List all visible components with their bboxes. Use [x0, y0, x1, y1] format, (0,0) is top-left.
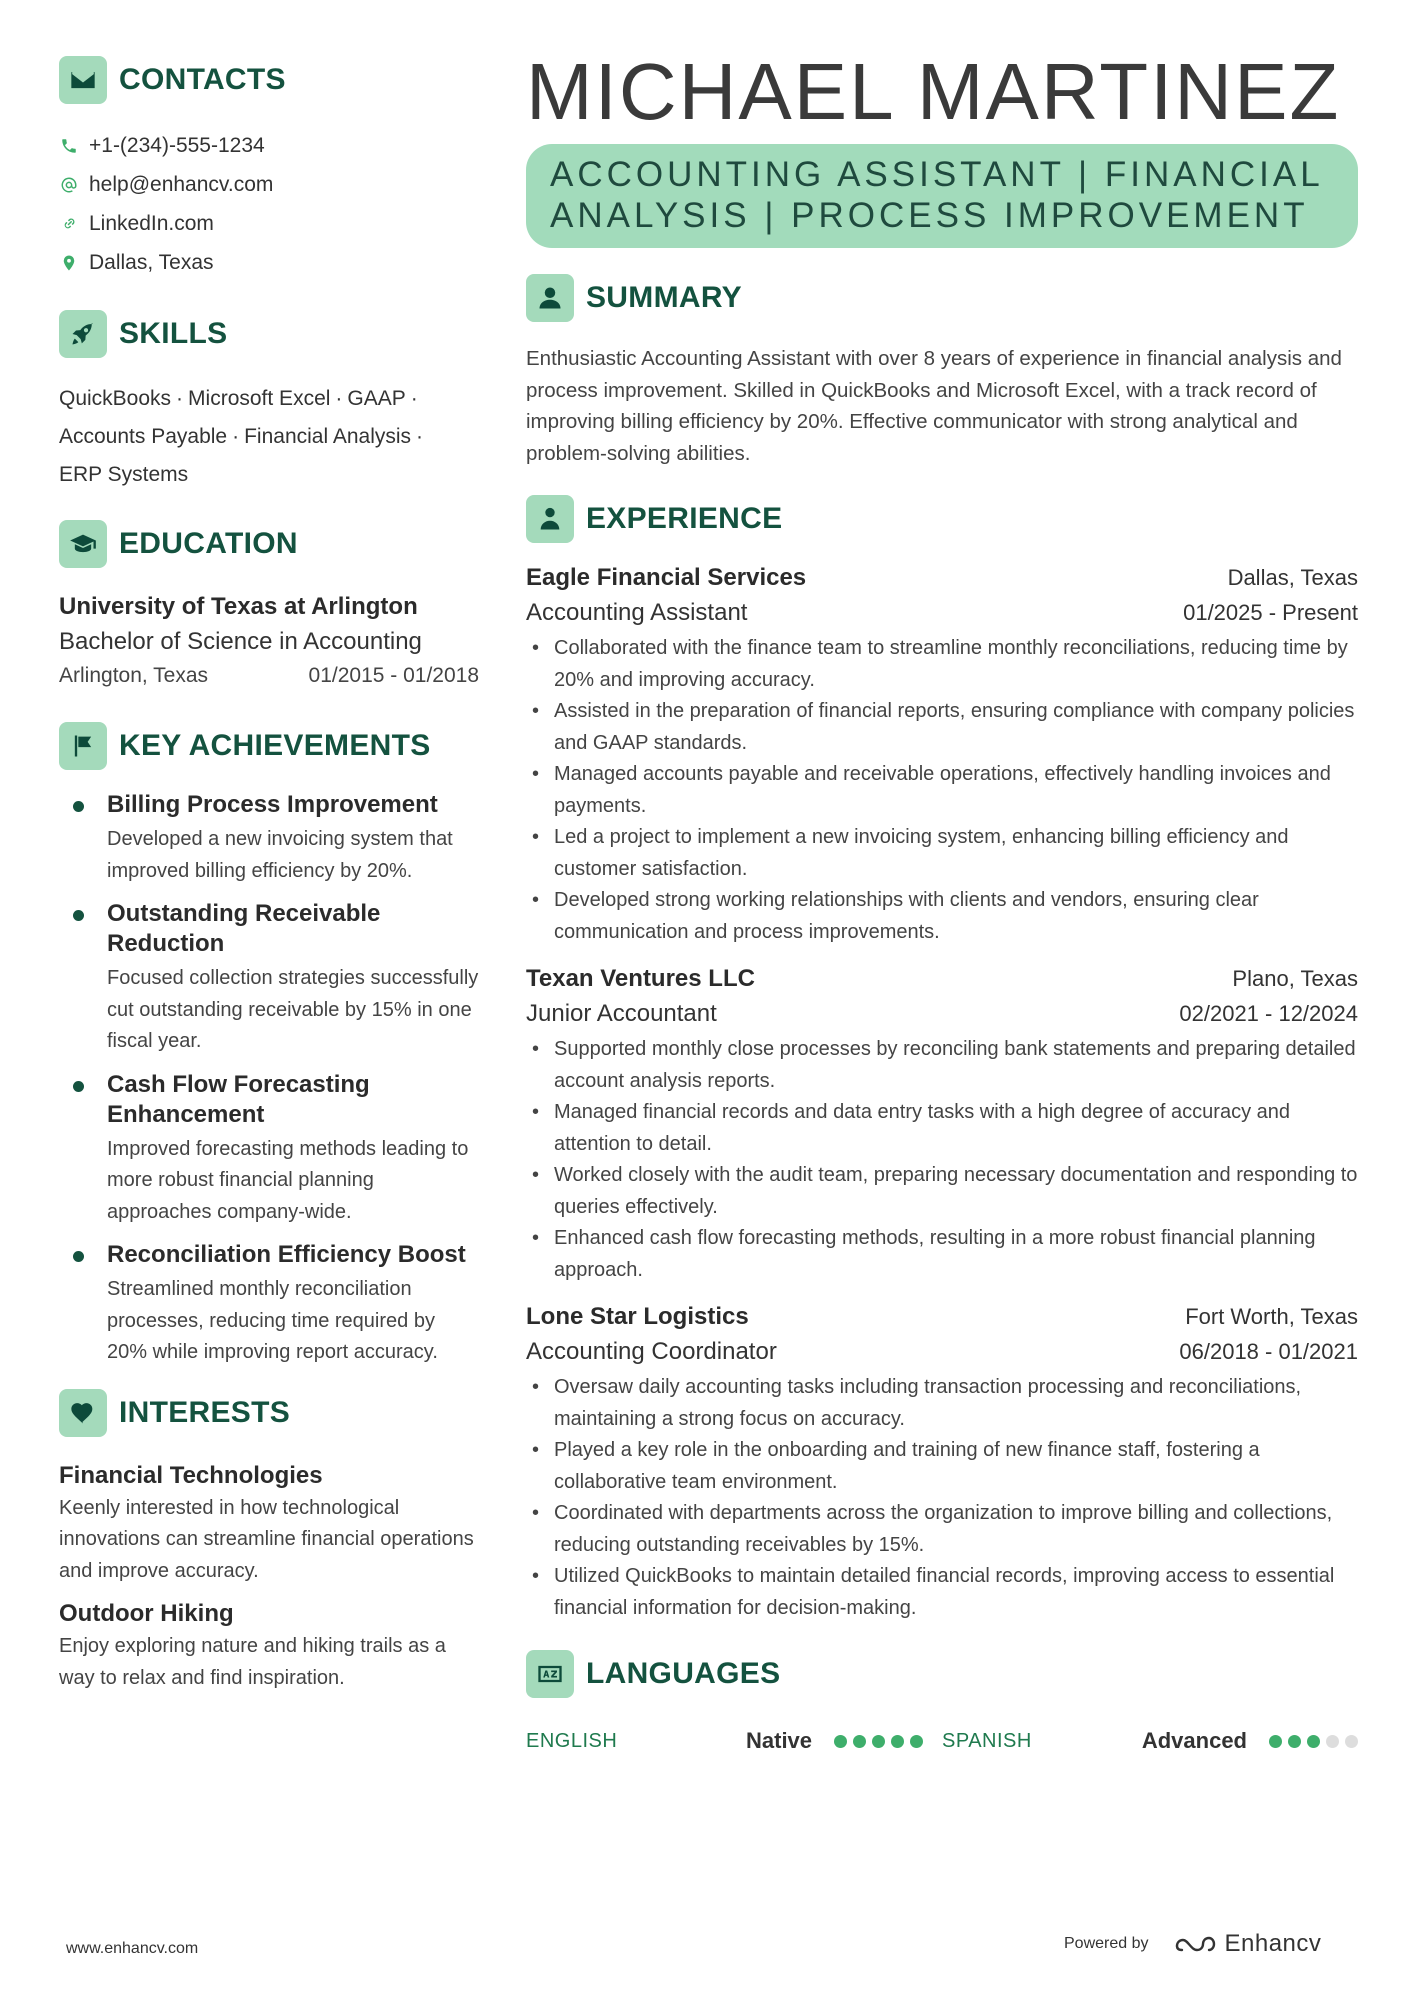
experience-header — [526, 495, 1358, 543]
job-location: Fort Worth, Texas — [1185, 1304, 1358, 1329]
rating-dot-empty — [1326, 1735, 1339, 1748]
achievement-desc: Focused collection strategies successfully cut outstanding receivable by 15% in one fiscal year. — [107, 967, 479, 1052]
headline-line-1: ACCOUNTING ASSISTANT | FINANCIAL — [550, 155, 1324, 194]
skill-item: Microsoft Excel — [188, 387, 331, 410]
language-item — [526, 1728, 942, 1754]
rating-dot-filled — [891, 1735, 904, 1748]
location-icon — [59, 253, 79, 273]
rating-dot-filled — [1269, 1735, 1282, 1748]
job-role: Accounting Assistant — [526, 599, 748, 626]
achievement-title: Reconciliation Efficiency Boost — [107, 1241, 466, 1268]
at-icon — [59, 175, 79, 195]
enhancv-logo-icon — [1173, 1932, 1219, 1956]
education-location: Arlington, Texas — [59, 664, 209, 687]
interest-desc: Keenly interested in how technological innovations can streamline financial operations and improve accuracy. — [59, 1496, 474, 1582]
job-bullet: • Assisted in the preparation of financial reports, ensuring compliance with company policies and GAAP standards. — [526, 696, 1358, 759]
job-bullets — [526, 1372, 1358, 1624]
contact-linkedin-text: LinkedIn.com — [89, 211, 214, 235]
contact-location — [59, 243, 479, 282]
summary-header — [526, 274, 1358, 322]
footer-branding — [1064, 1930, 1321, 1958]
education-meta — [59, 660, 479, 692]
job-role: Junior Accountant — [526, 1000, 717, 1027]
rating-dot-empty — [1345, 1735, 1358, 1748]
job-location: Dallas, Texas — [1227, 565, 1358, 590]
languages-list — [526, 1726, 1358, 1756]
phone-icon — [59, 136, 79, 156]
job-dates: 06/2018 - 01/2021 — [1179, 1339, 1358, 1364]
job-bullets — [526, 1034, 1358, 1286]
contacts-title: CONTACTS — [119, 63, 286, 96]
education-dates: 01/2015 - 01/2018 — [308, 664, 479, 687]
right-column — [526, 47, 1358, 1756]
graduation-cap-icon — [59, 520, 107, 568]
job-role: Accounting Coordinator — [526, 1338, 777, 1365]
job-company: Lone Star Logistics — [526, 1303, 749, 1330]
interest-desc: Enjoy exploring nature and hiking trails as a way to relax and find inspiration. — [59, 1635, 446, 1689]
footer-url[interactable]: www.enhancv.com — [66, 1940, 199, 1957]
job-entry — [526, 561, 1358, 948]
job-bullet: • Led a project to implement a new invoicing system, enhancing billing efficiency and customer satisfaction. — [526, 822, 1358, 885]
contacts-header — [59, 56, 479, 104]
skill-item: Financial Analysis — [244, 425, 412, 448]
language-name: SPANISH — [942, 1729, 1032, 1752]
job-entry — [526, 1300, 1358, 1624]
job-company: Texan Ventures LLC — [526, 965, 755, 992]
interests-title: INTERESTS — [119, 1395, 291, 1429]
contacts-list — [59, 126, 479, 282]
achievement-item — [59, 899, 479, 1058]
job-dates: 01/2025 - Present — [1183, 600, 1358, 625]
headline-line-2: ANALYSIS | PROCESS IMPROVEMENT — [550, 196, 1309, 235]
contact-email-text: help@enhancv.com — [89, 172, 274, 196]
education-title: EDUCATION — [119, 527, 298, 560]
job-bullet: • Developed strong working relationships with clients and vendors, ensuring clear communication and process improvements. — [526, 885, 1358, 948]
bullet-icon — [73, 1251, 84, 1262]
job-bullet: • Oversaw daily accounting tasks including transaction processing and reconciliations, maintaining a strong focus on accuracy. — [526, 1372, 1358, 1435]
achievement-item — [59, 790, 479, 887]
interests-list — [59, 1459, 479, 1695]
contact-linkedin[interactable] — [59, 204, 479, 243]
job-bullet: • Supported monthly close processes by reconciling bank statements and preparing detailed account analysis reports. — [526, 1034, 1358, 1097]
contact-location-text: Dallas, Texas — [89, 250, 214, 274]
achievement-desc: Developed a new invoicing system that improved billing efficiency by 20%. — [107, 828, 453, 882]
job-bullet: • Coordinated with departments across the organization to improve billing and collections, reducing outstanding receivables by 15%. — [526, 1498, 1358, 1561]
headline-box — [526, 144, 1358, 248]
language-rating — [834, 1735, 923, 1748]
achievement-title: Cash Flow Forecasting Enhancement — [107, 1070, 370, 1128]
left-column — [59, 56, 479, 1704]
achievement-desc: Streamlined monthly reconciliation processes, reducing time required by 20% while improving report accuracy. — [107, 1278, 438, 1363]
summary-title: SUMMARY — [586, 281, 742, 314]
achievements-header — [59, 722, 479, 770]
rating-dot-filled — [1307, 1735, 1320, 1748]
achievement-desc: Improved forecasting methods leading to more robust financial planning approaches company-wide. — [107, 1137, 469, 1223]
job-location: Plano, Texas — [1232, 966, 1358, 991]
rating-dot-filled — [1288, 1735, 1301, 1748]
skill-item: Accounts Payable — [59, 425, 228, 448]
language-name: ENGLISH — [526, 1729, 618, 1752]
achievement-item — [59, 1240, 479, 1369]
skills-list: QuickBooks · Microsoft Excel · GAAP · Accounts Payable · Financial Analysis · ERP Systems — [59, 387, 424, 486]
heart-icon — [59, 1389, 107, 1437]
rating-dot-filled — [834, 1735, 847, 1748]
briefcase-person-icon — [526, 495, 574, 543]
achievements-list — [59, 790, 479, 1369]
bullet-icon — [73, 801, 84, 812]
brand-name: Enhancv — [1224, 1930, 1322, 1957]
job-company: Eagle Financial Services — [526, 564, 807, 591]
achievement-title: Outstanding Receivable Reduction — [107, 900, 381, 957]
achievement-item — [59, 1070, 479, 1229]
experience-title: EXPERIENCE — [586, 502, 783, 535]
bullet-icon — [73, 1081, 84, 1092]
rating-dot-filled — [853, 1735, 866, 1748]
job-bullet: • Managed financial records and data entry tasks with a high degree of accuracy and attention to detail. — [526, 1097, 1358, 1160]
skill-item: ERP Systems — [59, 463, 189, 486]
job-dates: 02/2021 - 12/2024 — [1179, 1001, 1358, 1026]
rating-dot-filled — [872, 1735, 885, 1748]
skills-header — [59, 310, 479, 358]
flag-icon — [59, 722, 107, 770]
candidate-name: MICHAEL MARTINEZ — [526, 47, 1341, 136]
job-bullet: • Utilized QuickBooks to maintain detailed financial records, improving access to essential financial information for decision-making. — [526, 1561, 1358, 1624]
interests-header — [59, 1389, 479, 1437]
achievements-title: KEY ACHIEVEMENTS — [119, 729, 431, 762]
language-level: Advanced — [1141, 1728, 1247, 1753]
link-icon — [59, 214, 79, 234]
rating-dot-filled — [910, 1735, 923, 1748]
skill-item: GAAP — [347, 387, 406, 410]
education-school: University of Texas at Arlington — [59, 593, 418, 620]
translate-icon — [526, 1650, 574, 1698]
job-bullet: • Managed accounts payable and receivable operations, effectively handling invoices and payments. — [526, 759, 1358, 822]
education-entry — [59, 590, 479, 692]
languages-header — [526, 1650, 1358, 1698]
achievement-title: Billing Process Improvement — [107, 791, 438, 818]
job-bullet: • Worked closely with the audit team, preparing necessary documentation and responding to queries effectively. — [526, 1160, 1358, 1223]
languages-title: LANGUAGES — [586, 1657, 781, 1690]
job-bullet: • Collaborated with the finance team to streamline monthly reconciliations, reducing time by 20% and improving accuracy. — [526, 633, 1358, 696]
powered-by-label: Powered by — [1064, 1935, 1149, 1952]
job-bullet: • Enhanced cash flow forecasting methods, resulting in a more robust financial planning approach. — [526, 1223, 1358, 1286]
skill-item: QuickBooks — [59, 387, 172, 410]
skills-title: SKILLS — [119, 317, 228, 350]
contact-phone-text: +1-(234)-555-1234 — [89, 133, 265, 157]
job-bullets — [526, 633, 1358, 948]
experience-list — [526, 561, 1358, 1624]
job-entry — [526, 962, 1358, 1286]
education-degree: Bachelor of Science in Accounting — [59, 628, 422, 655]
language-item — [942, 1728, 1358, 1754]
job-bullet: • Played a key role in the onboarding and training of new finance staff, fostering a collaborative team environment. — [526, 1435, 1358, 1498]
bullet-icon — [73, 910, 84, 921]
contact-email[interactable] — [59, 165, 479, 204]
contact-phone[interactable] — [59, 126, 479, 165]
education-header — [59, 520, 479, 568]
rocket-icon — [59, 310, 107, 358]
envelope-icon — [59, 56, 107, 104]
person-icon — [526, 274, 574, 322]
interest-title: Financial Technologies — [59, 1461, 323, 1489]
brand-logo[interactable] — [1173, 1930, 1322, 1958]
language-level: Native — [746, 1728, 813, 1753]
interest-title: Outdoor Hiking — [59, 1600, 234, 1627]
summary-text: Enthusiastic Accounting Assistant with over 8 years of experience in financial analysis and process improvement. Skilled in QuickBooks and Microsoft Excel, with a track record of improving billing efficiency by 20%. Effective communicator with strong analytical and problem-solving abilities. — [526, 347, 1342, 465]
language-rating — [1269, 1735, 1358, 1748]
